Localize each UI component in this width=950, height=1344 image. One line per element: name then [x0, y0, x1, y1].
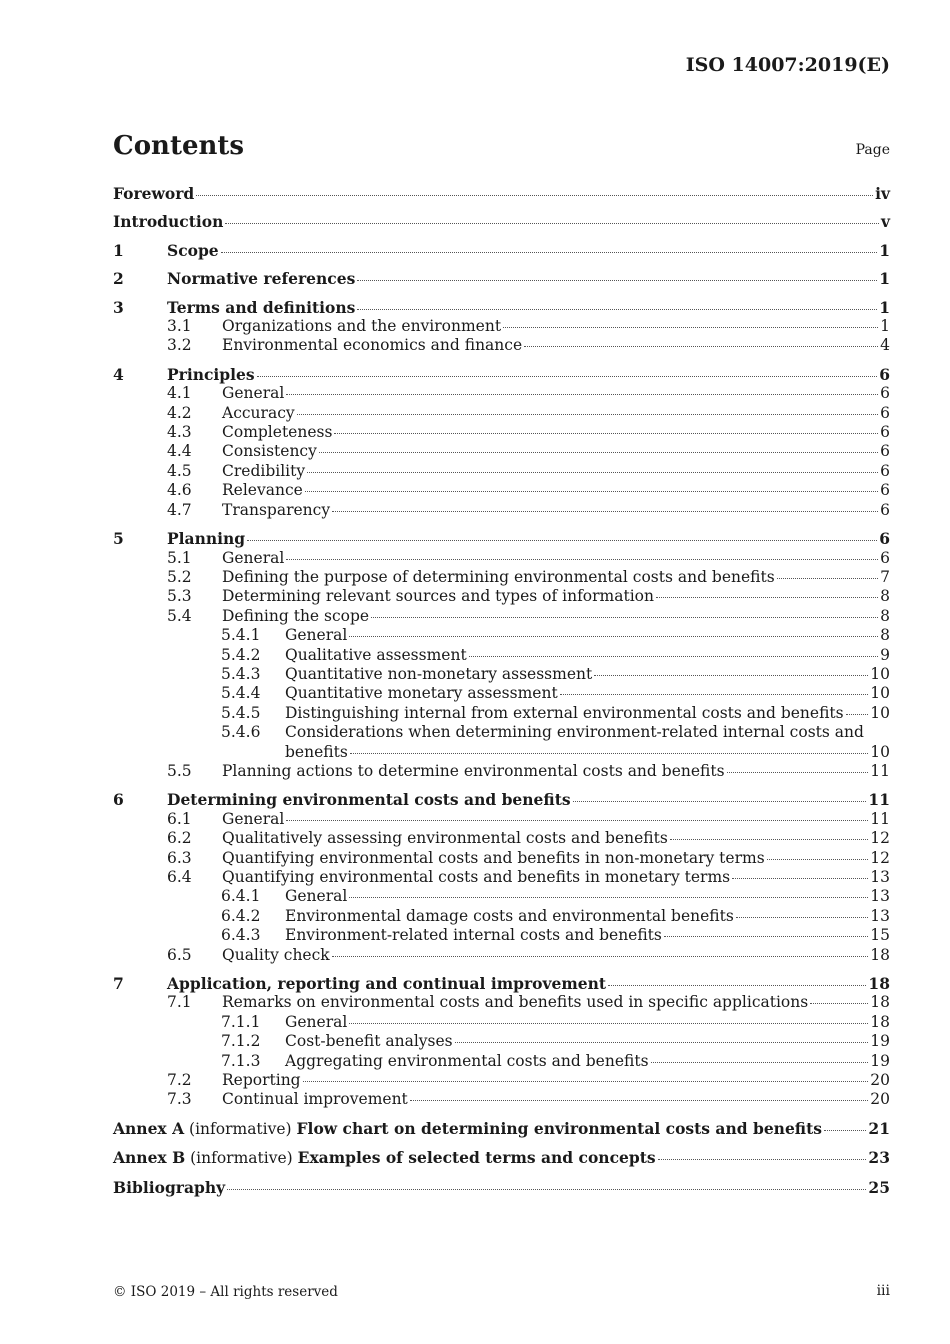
toc-page: 6 [880, 481, 890, 500]
toc-title: Normative references [167, 269, 356, 289]
toc-number: 5.2 [167, 567, 192, 586]
toc-page: 6 [880, 423, 890, 442]
dot-leader [503, 327, 878, 328]
toc-title: Environmental economics and finance [222, 336, 523, 355]
toc-page: 8 [880, 626, 890, 645]
toc-page: 6 [880, 442, 890, 461]
toc-entry-3-2[interactable] [113, 336, 890, 355]
dot-leader [357, 280, 877, 281]
dot-leader [727, 772, 869, 773]
toc-title: Aggregating environmental costs and benefits [285, 1051, 649, 1070]
toc-title: Planning [167, 529, 246, 549]
toc-number: 5.3 [167, 587, 192, 606]
toc-entry-4-4[interactable] [113, 442, 890, 461]
dot-leader [560, 694, 869, 695]
dot-leader [777, 578, 878, 579]
toc-number: 4 [113, 364, 124, 384]
toc-number: 7.1 [167, 993, 192, 1012]
toc-entry-2[interactable] [113, 269, 890, 288]
toc-number: 5.4.1 [221, 626, 261, 645]
dot-leader [357, 309, 877, 310]
dot-leader [736, 917, 868, 918]
toc-title: Terms and definitions [167, 297, 356, 317]
dot-leader [286, 394, 878, 395]
annex-label: Annex A [113, 1118, 185, 1138]
toc-page: 10 [870, 742, 890, 761]
toc-title: Qualitative assessment [285, 645, 467, 664]
toc-number: 3.1 [167, 317, 192, 336]
toc-entry-6-3[interactable] [113, 849, 890, 868]
toc-entry-5-2[interactable] [113, 568, 890, 587]
toc-page: 11 [870, 761, 890, 780]
toc-number: 4.6 [167, 481, 192, 500]
toc-page: 20 [870, 1071, 890, 1090]
dot-leader [732, 878, 868, 879]
table-of-contents [113, 184, 890, 1197]
dot-leader [225, 223, 879, 224]
toc-entry-annex-b[interactable] [113, 1148, 890, 1168]
toc-entry-4-5[interactable] [113, 462, 890, 481]
toc-page: 1 [879, 269, 890, 289]
toc-number: 6.3 [167, 848, 192, 867]
dot-leader [594, 675, 868, 676]
dot-leader [247, 540, 877, 541]
toc-page: v [880, 212, 890, 232]
toc-entry-5-3[interactable] [113, 587, 890, 606]
toc-number: 6.4.2 [221, 906, 261, 925]
page-title: Contents [113, 131, 245, 161]
toc-title: Principles [167, 364, 255, 384]
toc-page: 11 [870, 809, 890, 828]
dot-leader [608, 985, 866, 986]
toc-title: General [285, 1012, 348, 1031]
toc-entry-6-2[interactable] [113, 829, 890, 848]
toc-page: 9 [880, 645, 890, 664]
toc-entry-1[interactable] [113, 241, 890, 260]
toc-title: Continual improvement [222, 1090, 408, 1109]
toc-number: 6.5 [167, 945, 192, 964]
dot-leader [257, 376, 878, 377]
toc-title: Organizations and the environment [222, 317, 502, 336]
toc-title-wrapped [285, 723, 890, 762]
toc-number: 5.4.2 [221, 645, 261, 664]
toc-entry-7-3[interactable] [113, 1090, 890, 1109]
dot-leader [305, 491, 878, 492]
toc-entry-5-4-2[interactable] [113, 646, 890, 665]
toc-entry-bibliography[interactable] [113, 1178, 890, 1197]
toc-page: 18 [870, 993, 890, 1012]
toc-page: 13 [870, 887, 890, 906]
toc-title [113, 1119, 822, 1139]
toc-number: 7.1.3 [221, 1051, 261, 1070]
dot-leader [524, 346, 878, 347]
dot-leader [221, 252, 878, 253]
toc-entry-7-1-2[interactable] [113, 1032, 890, 1051]
toc-number: 6 [113, 790, 124, 810]
toc-page: 21 [868, 1118, 890, 1138]
toc-number: 6.1 [167, 809, 192, 828]
toc-entry-6-1[interactable] [113, 810, 890, 829]
toc-page: 19 [870, 1032, 890, 1051]
toc-entry-annex-a[interactable] [113, 1119, 890, 1139]
toc-entry-introduction[interactable] [113, 212, 890, 231]
toc-page: 8 [880, 606, 890, 625]
dot-leader [658, 1159, 867, 1160]
dot-leader [371, 617, 878, 618]
toc-page: 4 [880, 336, 890, 355]
toc-number: 3.2 [167, 336, 192, 355]
annex-title: Flow chart on determining environmental costs and benefits [296, 1118, 822, 1138]
toc-page: 10 [870, 703, 890, 722]
toc-title: General [222, 548, 285, 567]
toc-title: Transparency [222, 500, 331, 519]
toc-page: 25 [868, 1177, 890, 1197]
toc-title: Determining relevant sources and types of information [222, 587, 654, 606]
toc-number: 4.2 [167, 403, 192, 422]
dot-leader [349, 897, 868, 898]
toc-page: 10 [870, 664, 890, 683]
dot-leader [670, 839, 868, 840]
toc-page: 1 [880, 317, 890, 336]
toc-title [113, 1148, 656, 1168]
toc-title: Determining environmental costs and benefits [167, 790, 571, 810]
toc-title: Accuracy [222, 403, 295, 422]
toc-number: 4.1 [167, 384, 192, 403]
toc-title: Relevance [222, 481, 303, 500]
toc-title: General [285, 887, 348, 906]
toc-title: Environmental damage costs and environmental benefits [285, 906, 734, 925]
dot-leader [455, 1042, 869, 1043]
toc-page: 11 [868, 790, 890, 810]
dot-leader [307, 472, 878, 473]
toc-number: 2 [113, 269, 124, 289]
annex-label: Annex B [113, 1148, 186, 1168]
toc-entry-5[interactable] [113, 529, 890, 548]
toc-number: 5.1 [167, 548, 192, 567]
toc-entry-3-1[interactable] [113, 317, 890, 336]
toc-page: 13 [870, 868, 890, 886]
toc-number: 5 [113, 529, 124, 549]
toc-number: 7.2 [167, 1071, 192, 1090]
toc-title-line2: benefits [285, 742, 348, 761]
toc-entry-5-4-6[interactable] [113, 723, 890, 762]
toc-title: Quantitative monetary assessment [285, 684, 558, 703]
copyright-notice: © ISO 2019 – All rights reserved [113, 1284, 338, 1300]
toc-page: 18 [868, 974, 890, 994]
toc-title: Quantifying environmental costs and benefits in non-monetary terms [222, 848, 765, 867]
dot-leader [319, 452, 878, 453]
toc-number: 5.4.4 [221, 684, 261, 703]
toc-page: 6 [880, 461, 890, 480]
toc-number: 4.3 [167, 423, 192, 442]
toc-entry-4-1[interactable] [113, 384, 890, 403]
toc-title: Application, reporting and continual improvement [167, 974, 607, 994]
toc-number: 5.5 [167, 761, 192, 780]
toc-page: 19 [870, 1051, 890, 1070]
dot-leader [349, 1023, 868, 1024]
toc-entry-5-4-1[interactable] [113, 626, 890, 645]
toc-entry-6[interactable] [113, 790, 890, 809]
toc-number: 6.4.3 [221, 926, 261, 945]
page-column-label: Page [855, 142, 890, 158]
toc-page: 6 [880, 500, 890, 519]
toc-page: 6 [880, 403, 890, 422]
toc-title: Defining the purpose of determining environmental costs and benefits [222, 567, 775, 586]
toc-page: 6 [880, 384, 890, 403]
toc-number: 7 [113, 974, 124, 994]
toc-page: 20 [870, 1090, 890, 1109]
toc-title: Quality check [222, 945, 330, 964]
toc-entry-4-7[interactable] [113, 501, 890, 520]
toc-title: General [222, 809, 285, 828]
toc-title: Defining the scope [222, 606, 370, 625]
dot-leader [469, 656, 878, 657]
toc-title: Foreword [113, 184, 195, 203]
toc-entry-7-1-1[interactable] [113, 1013, 890, 1032]
toc-number: 5.4.3 [221, 664, 261, 683]
toc-entry-5-4[interactable] [113, 607, 890, 626]
toc-entry-5-4-3[interactable] [113, 665, 890, 684]
toc-entry-5-1[interactable] [113, 549, 890, 568]
toc-title: Cost-benefit analyses [285, 1032, 453, 1051]
toc-number: 1 [113, 240, 124, 260]
dot-leader [846, 714, 869, 715]
toc-title: Planning actions to determine environmental costs and benefits [222, 761, 725, 780]
dot-leader [664, 936, 868, 937]
toc-entry-4-3[interactable] [113, 423, 890, 442]
toc-page: 10 [870, 684, 890, 703]
toc-page: 12 [870, 848, 890, 867]
annex-title: Examples of selected terms and concepts [297, 1148, 656, 1168]
toc-title: General [285, 626, 348, 645]
toc-entry-foreword[interactable] [113, 184, 890, 203]
dot-leader [227, 1189, 866, 1190]
toc-page: 18 [870, 1012, 890, 1031]
toc-entry-3[interactable] [113, 298, 890, 317]
toc-entry-5-4-4[interactable] [113, 684, 890, 703]
dot-leader [332, 956, 869, 957]
dot-leader [410, 1100, 868, 1101]
dot-leader [810, 1003, 868, 1004]
dot-leader [349, 636, 878, 637]
dot-leader [334, 433, 878, 434]
toc-number: 4.7 [167, 500, 192, 519]
dot-leader [332, 511, 878, 512]
toc-number: 5.4 [167, 606, 192, 625]
toc-title: Quantitative non-monetary assessment [285, 664, 593, 683]
toc-page: 18 [870, 945, 890, 964]
toc-entry-5-4-5[interactable] [113, 704, 890, 723]
toc-entry-6-4-1[interactable] [113, 887, 890, 906]
toc-page: 13 [870, 906, 890, 925]
toc-entry-4[interactable] [113, 365, 890, 384]
toc-entry-7-1[interactable] [113, 993, 890, 1012]
toc-title: Remarks on environmental costs and benefits used in specific applications [222, 993, 809, 1012]
toc-entry-4-2[interactable] [113, 404, 890, 423]
annex-type: (informative) [189, 1119, 292, 1138]
toc-entry-7-2[interactable] [113, 1071, 890, 1090]
toc-title: General [222, 384, 285, 403]
toc-number: 3 [113, 297, 124, 317]
toc-title: Environment-related internal costs and benefits [285, 926, 662, 945]
annex-type: (informative) [190, 1149, 293, 1168]
toc-title: Introduction [113, 212, 224, 232]
toc-number: 5.4.6 [221, 723, 261, 742]
toc-page: 7 [880, 567, 890, 586]
toc-page: 15 [870, 926, 890, 945]
dot-leader [303, 1081, 869, 1082]
toc-entry-7-1-3[interactable] [113, 1052, 890, 1071]
toc-title: Reporting [222, 1071, 301, 1090]
toc-entry-6-4-2[interactable] [113, 907, 890, 926]
toc-page: 6 [879, 529, 890, 549]
toc-page: 1 [879, 240, 890, 260]
dot-leader [286, 559, 878, 560]
toc-title: Distinguishing internal from external environmental costs and benefits [285, 703, 844, 722]
toc-title: Bibliography [113, 1177, 226, 1197]
toc-title: Quantifying environmental costs and benefits in monetary terms [222, 868, 731, 886]
toc-title: Scope [167, 240, 219, 260]
toc-title: Completeness [222, 423, 333, 442]
toc-number: 5.4.5 [221, 703, 261, 722]
toc-number: 6.4.1 [221, 887, 261, 906]
toc-title-line1: Considerations when determining environment-related internal costs and [285, 723, 864, 742]
toc-page: 12 [870, 829, 890, 848]
toc-entry-6-4[interactable] [113, 868, 890, 887]
toc-number: 4.4 [167, 442, 192, 461]
dot-leader [286, 820, 868, 821]
dot-leader [297, 414, 878, 415]
dot-leader [824, 1130, 866, 1131]
dot-leader [573, 801, 867, 802]
toc-title: Qualitatively assessing environmental costs and benefits [222, 829, 668, 848]
toc-page: 6 [879, 364, 890, 384]
toc-page: iv [875, 184, 890, 203]
dot-leader [767, 859, 869, 860]
toc-page: 6 [880, 548, 890, 567]
dot-leader [656, 597, 878, 598]
toc-page: 8 [880, 587, 890, 606]
toc-page: 23 [868, 1148, 890, 1168]
toc-title-line2-row [285, 743, 890, 762]
dot-leader [196, 195, 873, 196]
toc-entry-5-5[interactable] [113, 762, 890, 781]
toc-entry-7[interactable] [113, 974, 890, 993]
toc-entry-6-5[interactable] [113, 946, 890, 965]
toc-title: Consistency [222, 442, 317, 461]
toc-entry-6-4-3[interactable] [113, 926, 890, 945]
toc-number: 6.2 [167, 829, 192, 848]
page-number: iii [876, 1283, 890, 1299]
dot-leader [651, 1062, 869, 1063]
document-id: ISO 14007:2019(E) [685, 54, 890, 76]
toc-number: 7.1.2 [221, 1032, 261, 1051]
toc-number: 7.3 [167, 1090, 192, 1109]
toc-entry-4-6[interactable] [113, 481, 890, 500]
toc-number: 7.1.1 [221, 1012, 261, 1031]
dot-leader [350, 753, 868, 754]
toc-number: 6.4 [167, 868, 192, 886]
toc-title: Credibility [222, 461, 306, 480]
toc-number: 4.5 [167, 461, 192, 480]
toc-page: 1 [879, 297, 890, 317]
